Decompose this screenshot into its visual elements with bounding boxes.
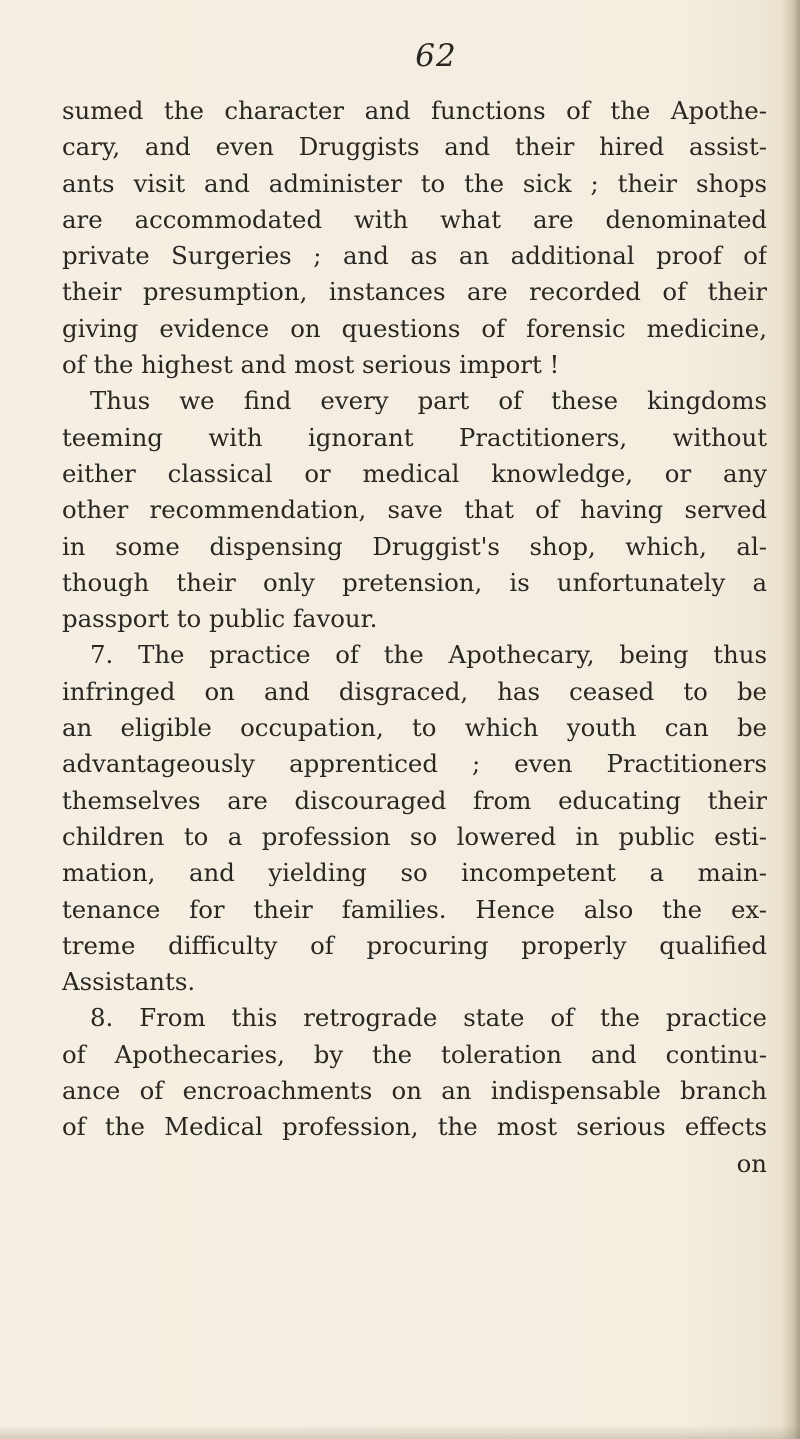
text-line: treme difficulty of procuring properly qualified [62,930,767,960]
text-line: other recommendation, save that of having served [62,495,767,525]
text-line: their presumption, instances are recorded of their [62,277,767,307]
text-line: themselves are discouraged from educating their [62,785,767,815]
text-line: of Apothecaries, by the toleration and continu- [62,1039,767,1069]
text-line: though their only pretension, is unfortunately a [62,567,767,597]
text-line: sumed the character and functions of the Apothe- [62,96,767,125]
text-line: infringed on and disgraced, has ceased to be [62,676,767,706]
catchword: on [736,1148,767,1178]
text-line: mation, and yielding so incompetent a main- [62,858,767,888]
paragraph-start-line: 8. From this retrograde state of the practice [90,1003,767,1033]
text-line: of the highest and most serious import ! [62,350,560,380]
text-line: of the Medical profession, the most serious effects [62,1112,767,1142]
text-line: either classical or medical knowledge, or any [62,458,767,488]
text-line: in some dispensing Druggist's shop, which, al- [62,531,767,561]
text-line: passport to public favour. [62,604,378,634]
page-edge-shadow [782,0,800,1439]
text-line: tenance for their families. Hence also the ex- [62,894,767,924]
text-line: ance of encroachments on an indispensable branch [62,1076,767,1106]
text-line: are accommodated with what are denominated [62,204,767,234]
text-line: private Surgeries ; and as an additional proof of [62,241,767,271]
text-line: cary, and even Druggists and their hired assist- [62,132,767,162]
text-line: Assistants. [62,967,196,997]
body-text [62,93,767,1182]
text-line: an eligible occupation, to which youth can be [62,713,767,743]
paragraph-start-line: Thus we find every part of these kingdoms [90,386,767,416]
text-line: children to a profession so lowered in public esti- [62,821,767,851]
page-number: 62 [415,38,457,74]
text-line: giving evidence on questions of forensic medicine, [62,313,767,343]
paragraph-start-line: 7. The practice of the Apothecary, being thus [90,640,767,670]
text-line: advantageously apprenticed ; even Practitioners [62,749,767,779]
text-line: ants visit and administer to the sick ; their shops [62,168,767,198]
page-bottom-shadow [0,1425,800,1439]
text-line: teeming with ignorant Practitioners, without [62,422,767,452]
